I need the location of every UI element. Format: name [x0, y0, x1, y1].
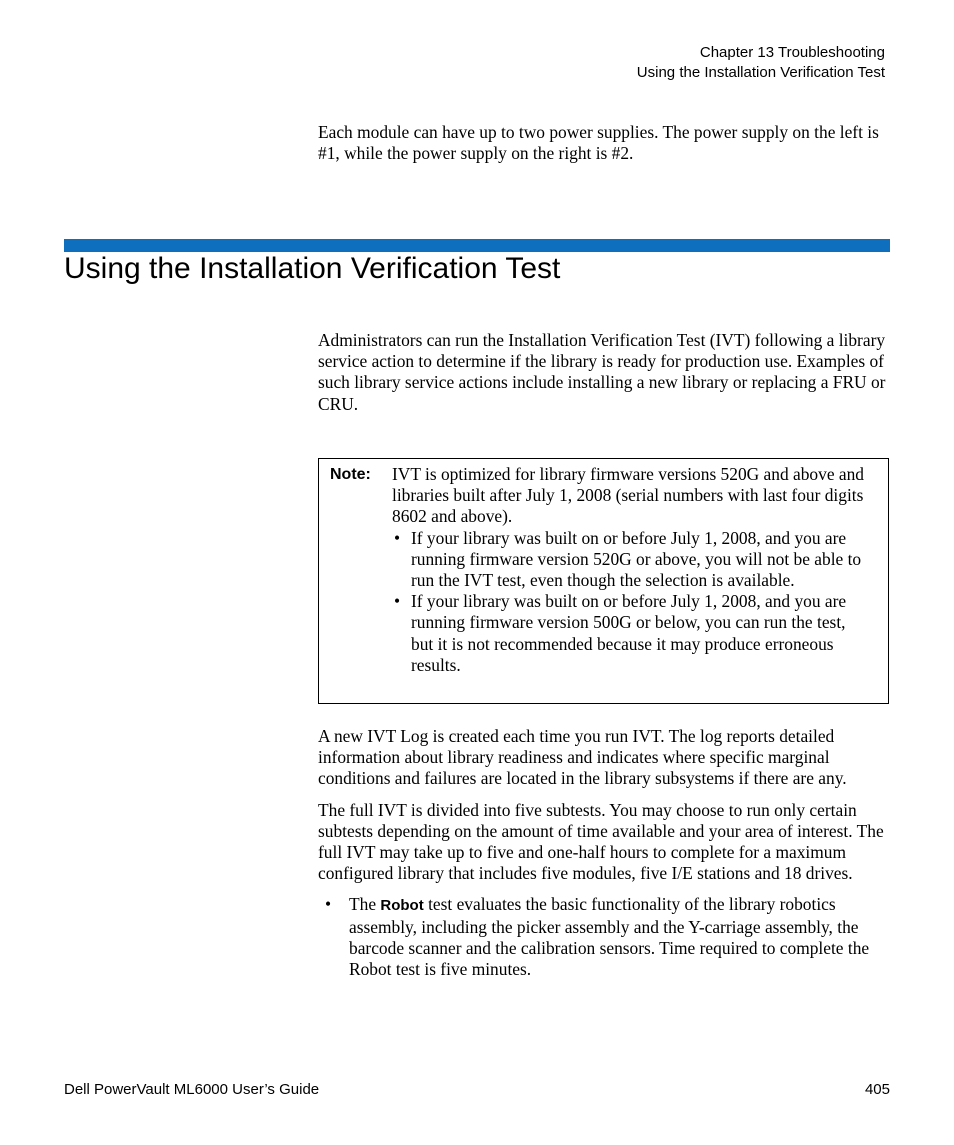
subtest-list	[318, 894, 890, 980]
intro-paragraph: Each module can have up to two power supplies. The power supply on the left is #1, while the power supply on the right is #2.	[318, 122, 879, 164]
running-header	[637, 43, 885, 83]
intro-paragraph-block	[318, 122, 890, 164]
note-text: IVT is optimized for library firmware versions 520G and above and libraries built after July 1, 2008 (serial numbers with last four digits 8602 and above).	[392, 464, 864, 527]
header-section: Using the Installation Verification Test	[636, 64, 885, 81]
subtest-item-robot	[318, 894, 890, 980]
section-title: Using the Installation Verification Test	[64, 252, 561, 285]
note-bullet-item: • If your library was built on or before July 1, 2008, and you are running firmware version 500G or below, you can run the test, but it is not recommended because it may produce erroneous results.	[392, 591, 872, 676]
robot-item-text: test evaluates the basic functionality of the library robotics assembly, including the picker assembly and the Y-carriage assembly, the barcode scanner and the calibration sensors. Time required to complete the Robot test is five minutes.	[349, 894, 870, 980]
section-intro-block	[318, 330, 890, 415]
footer-book-title: Dell PowerVault ML6000 User’s Guide	[64, 1081, 320, 1098]
section-paragraph-3: The full IVT is divided into five subtests. You may choose to run only certain subtests depending on the amount of time available and your area of interest. The full IVT may take up to five and one-half hours to complete for a maximum configured library that includes five modules, five I/E stations and 18 drives.	[318, 799, 884, 884]
note-bullet-item: • If your library was built on or before July 1, 2008, and you are running firmware version 520G or above, you will not be able to run the IVT test, even though the selection is available.	[392, 528, 872, 592]
note-bullet-list	[392, 528, 872, 676]
robot-item-prefix: The	[349, 894, 381, 915]
note-label: Note:	[330, 466, 371, 483]
header-chapter: Chapter 13 Troubleshooting	[699, 44, 885, 61]
robot-keyword: Robot	[380, 897, 424, 915]
section-body-block	[318, 726, 890, 980]
note-box	[318, 458, 889, 704]
footer-page-number: 405	[864, 1081, 890, 1098]
section-paragraph-2: A new IVT Log is created each time you run IVT. The log reports detailed information about library readiness and indicates where specific marginal conditions and failures are located in the library subsystems if there are any.	[318, 726, 847, 789]
note-content	[392, 464, 872, 676]
section-paragraph-1: Administrators can run the Installation Verification Test (IVT) following a library service action to determine if the library is ready for production use. Examples of such library service actions include installing a new library or replacing a FRU or CRU.	[318, 330, 886, 414]
